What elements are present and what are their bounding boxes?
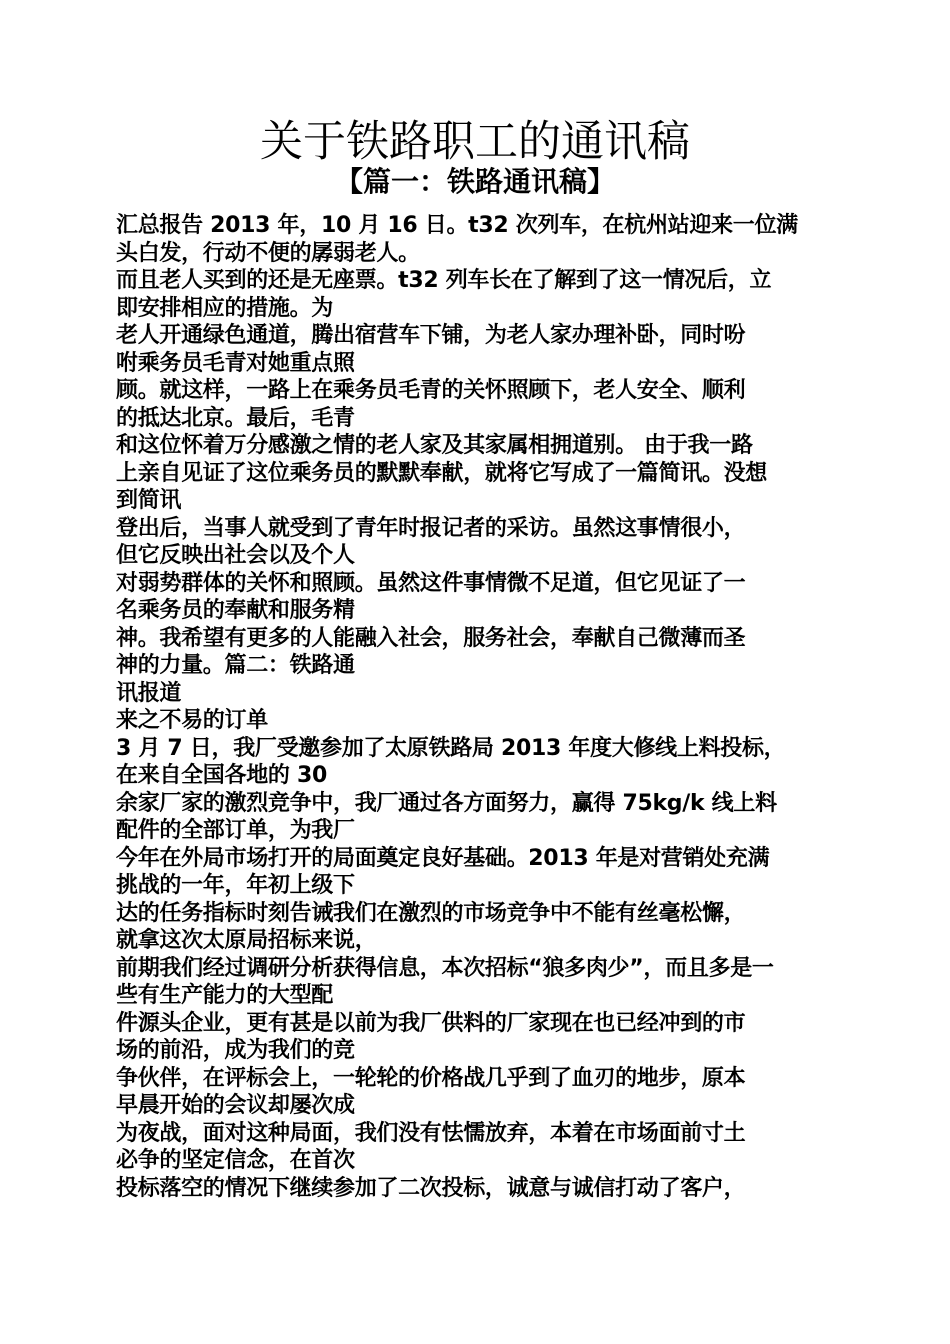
body-line: 件源头企业，更有甚是以前为我厂供料的厂家现在也已经冲到的市 bbox=[116, 1010, 746, 1036]
body-line: 挑战的一年，年初上级下 bbox=[116, 873, 355, 898]
document-subtitle: 【篇一：铁路通讯稿】 bbox=[334, 165, 615, 198]
body-line: 达的任务指标时刻告诫我们在激烈的市场竞争中不能有丝毫松懈， bbox=[116, 900, 746, 926]
body-line: 汇总报告 2013 年，10 月 16 日。t32 次列车，在杭州站迎来一位满 bbox=[116, 213, 798, 238]
body-line: 头白发，行动不便的孱弱老人。 bbox=[116, 240, 420, 266]
body-line: 的抵达北京。最后，毛青 bbox=[116, 405, 355, 431]
body-line: 但它反映出社会以及个人 bbox=[116, 543, 355, 568]
body-line: 上亲自见证了这位乘务员的默默奉献，就将它写成了一篇简讯。没想 bbox=[116, 460, 768, 486]
body-line: 3 月 7 日，我厂受邀参加了太原铁路局 2013 年度大修线上料投标， bbox=[116, 735, 786, 761]
body-line: 场的前沿，成为我们的竞 bbox=[116, 1038, 355, 1063]
body-line: 顾。就这样，一路上在乘务员毛青的关怀照顾下，老人安全、顺利 bbox=[116, 378, 746, 403]
body-line: 讯报道 bbox=[116, 680, 182, 706]
body-line: 对弱势群体的关怀和照顾。虽然这件事情微不足道，但它见证了一 bbox=[116, 570, 746, 596]
body-line: 为夜战，面对这种局面，我们没有怯懦放弃，本着在市场面前寸土 bbox=[116, 1120, 746, 1146]
body-line: 登出后，当事人就受到了青年时报记者的采访。虽然这事情很小， bbox=[116, 515, 746, 541]
body-line: 咐乘务员毛青对她重点照 bbox=[116, 350, 355, 376]
document-body bbox=[116, 212, 836, 1202]
body-line: 配件的全部订单，为我厂 bbox=[116, 818, 355, 843]
body-line: 在来自全国各地的 30 bbox=[116, 763, 327, 788]
body-line: 老人开通绿色通道，腾出宿营车下铺，为老人家办理补卧，同时吩 bbox=[116, 323, 746, 348]
body-line: 神的力量。篇二：铁路通 bbox=[116, 653, 355, 678]
body-line: 今年在外局市场打开的局面奠定良好基础。2013 年是对营销处充满 bbox=[116, 845, 770, 871]
body-line: 神。我希望有更多的人能融入社会，服务社会，奉献自己微薄而圣 bbox=[116, 625, 746, 651]
body-line: 早晨开始的会议却屡次成 bbox=[116, 1093, 355, 1118]
body-line: 而且老人买到的还是无座票。t32 列车长在了解到了这一情况后，立 bbox=[116, 268, 772, 293]
body-line: 到简讯 bbox=[116, 488, 182, 513]
body-line: 前期我们经过调研分析获得信息，本次招标“狼多肉少”，而且多是一 bbox=[116, 955, 774, 981]
body-line: 争伙伴，在评标会上，一轮轮的价格战几乎到了血刃的地步，原本 bbox=[116, 1065, 746, 1091]
body-line: 些有生产能力的大型配 bbox=[116, 983, 334, 1008]
document-title: 关于铁路职工的通讯稿 bbox=[260, 117, 690, 167]
body-line: 必争的坚定信念，在首次 bbox=[116, 1148, 355, 1173]
body-line: 即安排相应的措施。为 bbox=[116, 295, 334, 321]
body-line: 投标落空的情况下继续参加了二次投标，诚意与诚信打动了客户， bbox=[116, 1175, 746, 1201]
body-line: 名乘务员的奉献和服务精 bbox=[116, 598, 355, 623]
body-line: 就拿这次太原局招标来说， bbox=[116, 928, 377, 953]
body-line: 来之不易的订单 bbox=[116, 708, 268, 733]
body-line: 和这位怀着万分感激之情的老人家及其家属相拥道别。 由于我一路 bbox=[116, 433, 753, 458]
body-line: 余家厂家的激烈竞争中，我厂通过各方面努力，赢得 75kg/k 线上料 bbox=[116, 790, 777, 816]
